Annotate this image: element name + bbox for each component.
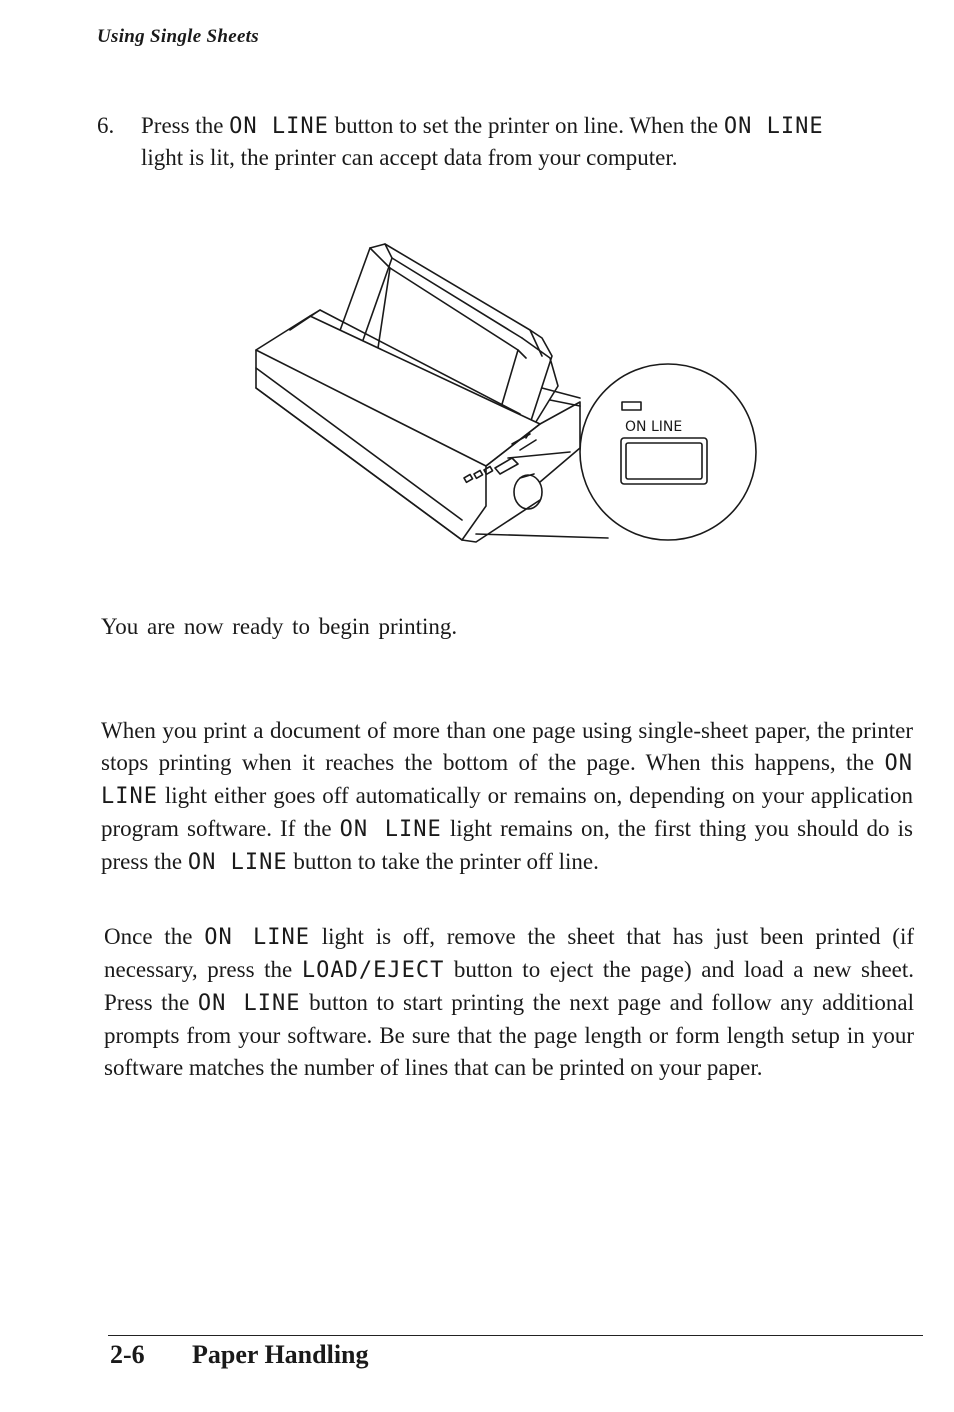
step-6: [97, 110, 867, 173]
body-text: light remains on, the first thing you should do is press the: [101, 816, 913, 874]
ready-message: You are now ready to begin printing.: [101, 614, 458, 639]
body-text: button to take the printer off line.: [287, 849, 599, 874]
body-text: light either goes off automatically or remains on, depending on your application program software. If the: [101, 783, 913, 841]
on-line-light-ref: ON LINE: [101, 751, 913, 809]
printer-drawing: [250, 238, 760, 548]
step-text: button to set the printer on line. When the: [328, 113, 724, 138]
body-text: Once the: [104, 924, 205, 949]
footer-rule: [108, 1335, 923, 1336]
on-line-light-ref: ON LINE: [204, 925, 310, 950]
on-line-light-ref: ON LINE: [339, 817, 442, 842]
on-line-button-ref: ON LINE: [187, 850, 288, 875]
body-text: button to start printing the next page and follow any additional prompts from your software. Be sure that the page length or form length setup in your software matches the number of lines that can be printed on your paper.: [104, 990, 914, 1080]
on-line-button-ref: ON LINE: [197, 991, 301, 1016]
running-head: Using Single Sheets: [97, 26, 259, 47]
body-text: button to eject the page) and load a new sheet. Press the: [104, 957, 914, 1015]
callout-label: ON LINE: [625, 419, 683, 435]
step-text: light is lit, the printer can accept data from your computer.: [141, 145, 678, 170]
section-title: Paper Handling: [192, 1340, 369, 1369]
step-number: 6.: [97, 113, 115, 138]
body-text: When you print a document of more than one page using single-sheet paper, the printer stops printing when it reaches the bottom of the page. When this happens, the: [101, 718, 913, 775]
printer-illustration: [250, 238, 760, 548]
body-text: light is off, remove the sheet that has just been printed (if necessary, press the: [104, 924, 914, 982]
paragraph-multipage: [101, 715, 913, 879]
on-line-button-ref: ON LINE: [229, 114, 329, 139]
load-eject-button-ref: LOAD/EJECT: [301, 958, 445, 983]
step-6-text: [141, 110, 867, 173]
step-text: Press the: [141, 113, 230, 138]
on-line-light-ref: ON LINE: [723, 114, 824, 139]
paragraph-next-page: [104, 921, 914, 1084]
page-number: 2-6: [110, 1340, 145, 1369]
